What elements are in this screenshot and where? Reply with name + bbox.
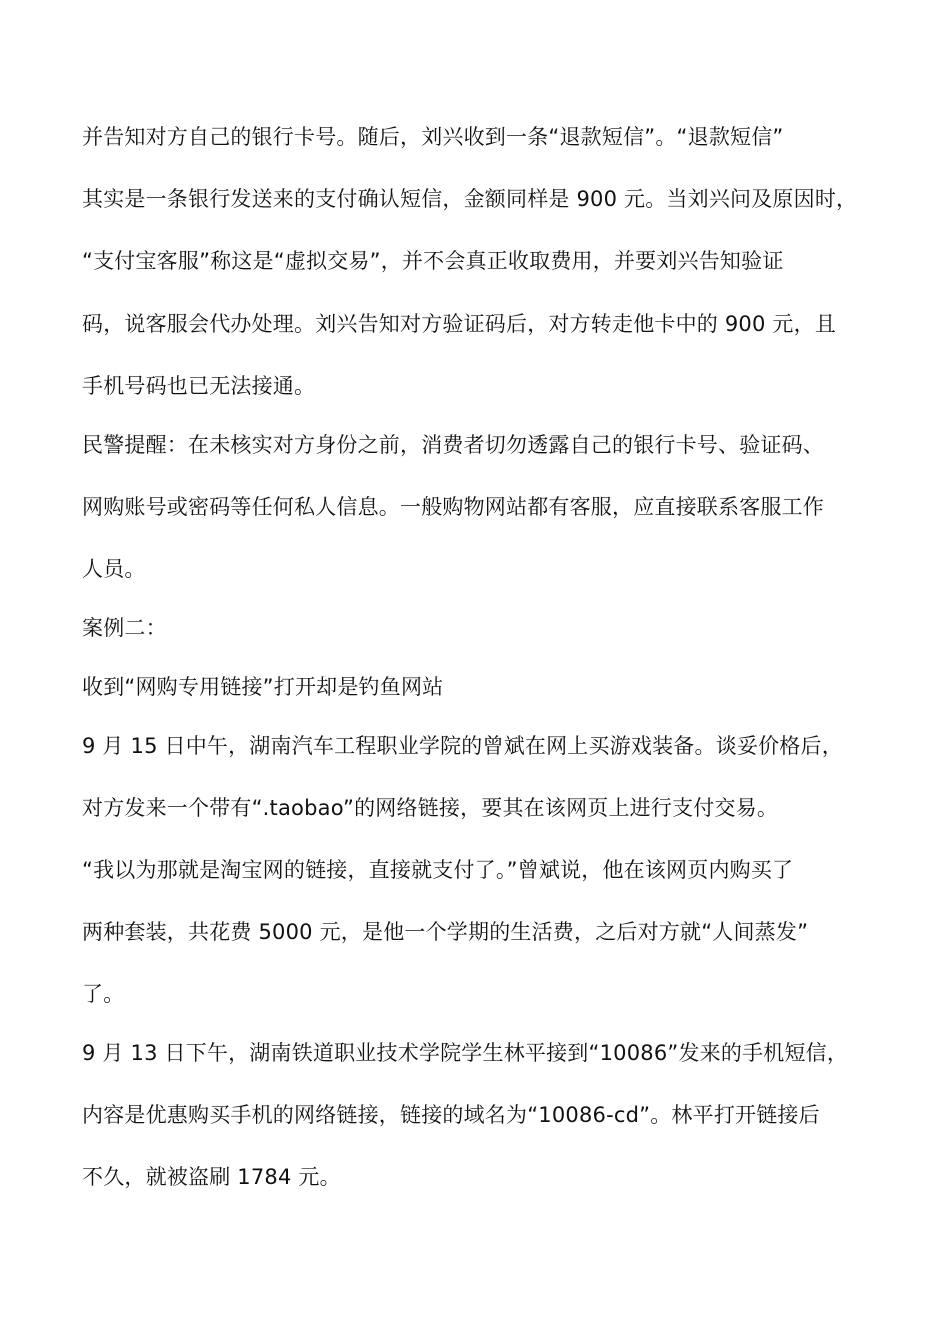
text-line-7: 网购账号或密码等任何私人信息。一般购物网站都有客服，应直接联系客服工作 (82, 495, 824, 519)
text-line-17: 内容是优惠购买手机的网络链接，链接的域名为“10086-cd”。林平打开链接后 (82, 1103, 820, 1127)
section-heading-case-2: 案例二： (82, 616, 167, 640)
text-line-2: 其实是一条银行发送来的支付确认短信，金额同样是 900 元。当刘兴问及原因时， (82, 187, 858, 211)
text-line-4: 码，说客服会代办处理。刘兴告知对方验证码后，对方转走他卡中的 900 元，且 (82, 312, 837, 336)
text-line-13: “我以为那就是淘宝网的链接，直接就支付了。”曾斌说，他在该网页内购买了 (82, 858, 794, 882)
text-line-5: 手机号码也已无法接通。 (82, 374, 316, 398)
text-line-16: 9 月 13 日下午，湖南铁道职业技术学院学生林平接到“10086”发来的手机短信， (82, 1041, 849, 1065)
text-line-15: 了。 (82, 982, 125, 1006)
text-line-18: 不久，就被盗刷 1784 元。 (82, 1165, 341, 1189)
text-line-14: 两种套装，共花费 5000 元，是他一个学期的生活费，之后对方就“人间蒸发” (82, 920, 809, 944)
text-line-12: 对方发来一个带有“.taobao”的网络链接，要其在该网页上进行支付交易。 (82, 796, 779, 820)
case-title: 收到“网购专用链接”打开却是钓鱼网站 (82, 675, 444, 699)
text-line-11: 9 月 15 日中午，湖南汽车工程职业学院的曾斌在网上买游戏装备。谈妥价格后， (82, 734, 843, 758)
text-line-3: “支付宝客服”称这是“虚拟交易”，并不会真正收取费用，并要刘兴告知验证 (82, 249, 784, 273)
text-line-1: 并告知对方自己的银行卡号。随后，刘兴收到一条“退款短信”。“退款短信” (82, 125, 784, 149)
text-line-6: 民警提醒：在未核实对方身份之前，消费者切勿透露自己的银行卡号、验证码、 (82, 433, 824, 457)
text-line-8: 人员。 (82, 557, 146, 581)
